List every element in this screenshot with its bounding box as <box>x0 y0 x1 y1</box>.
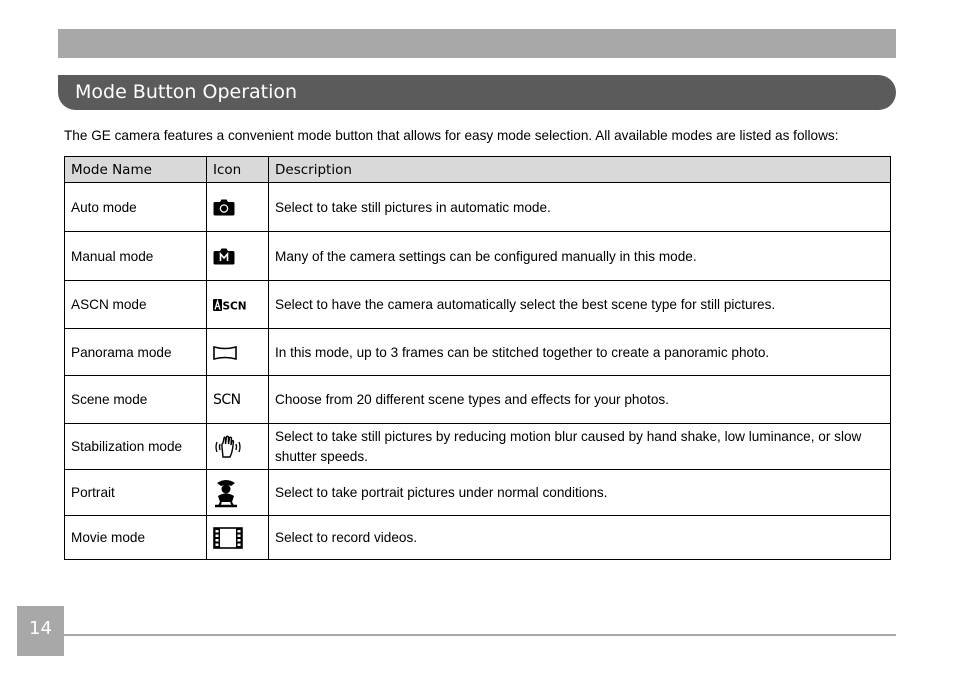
table-row <box>65 376 891 424</box>
mode-name: ASCN mode <box>65 281 207 329</box>
intro-paragraph: The GE camera features a convenient mode button that allows for easy mode selection. All available modes are listed as follows: <box>64 128 839 143</box>
table-row <box>65 183 891 232</box>
header-description: Description <box>269 157 891 183</box>
mode-description: Choose from 20 different scene types and effects for your photos. <box>269 376 891 424</box>
page-number-box <box>17 606 64 656</box>
mode-description: Select to record videos. <box>269 516 891 560</box>
mode-description: Many of the camera settings can be configured manually in this mode. <box>269 232 891 281</box>
table-row <box>65 281 891 329</box>
scene-icon: SCN <box>213 391 241 408</box>
table-row <box>65 470 891 516</box>
mode-description: Select to have the camera automatically select the best scene type for still pictures. <box>269 281 891 329</box>
top-bar <box>58 29 896 58</box>
mode-name: Stabilization mode <box>65 424 207 470</box>
table-row <box>65 329 891 376</box>
panorama-icon <box>213 346 237 360</box>
mode-description: Select to take still pictures in automatic mode. <box>269 183 891 232</box>
modes-table <box>64 156 891 560</box>
header-icon: Icon <box>207 157 269 183</box>
table-header-row <box>65 157 891 183</box>
table-row <box>65 232 891 281</box>
ascn-icon <box>213 299 247 313</box>
mode-description: In this mode, up to 3 frames can be stitched together to create a panoramic photo. <box>269 329 891 376</box>
mode-name: Portrait <box>65 470 207 516</box>
table-row <box>65 424 891 470</box>
mode-name: Scene mode <box>65 376 207 424</box>
mode-name: Auto mode <box>65 183 207 232</box>
film-strip-icon <box>213 527 243 549</box>
camera-icon <box>213 199 235 216</box>
mode-name: Panorama mode <box>65 329 207 376</box>
footer-rule <box>64 634 896 636</box>
portrait-icon <box>213 477 239 509</box>
header-mode-name: Mode Name <box>65 157 207 183</box>
mode-description: Select to take still pictures by reducing motion blur caused by hand shake, low luminance, or slow shutter speeds. <box>269 424 891 470</box>
mode-name: Movie mode <box>65 516 207 560</box>
stabilization-hand-icon <box>213 435 243 459</box>
manual-camera-icon <box>213 248 235 265</box>
page-number: 14 <box>29 618 52 639</box>
mode-name: Manual mode <box>65 232 207 281</box>
table-row <box>65 516 891 560</box>
mode-description: Select to take portrait pictures under normal conditions. <box>269 470 891 516</box>
svg-text:SCN: SCN <box>222 300 247 313</box>
section-header <box>58 75 896 110</box>
section-title: Mode Button Operation <box>75 81 298 103</box>
